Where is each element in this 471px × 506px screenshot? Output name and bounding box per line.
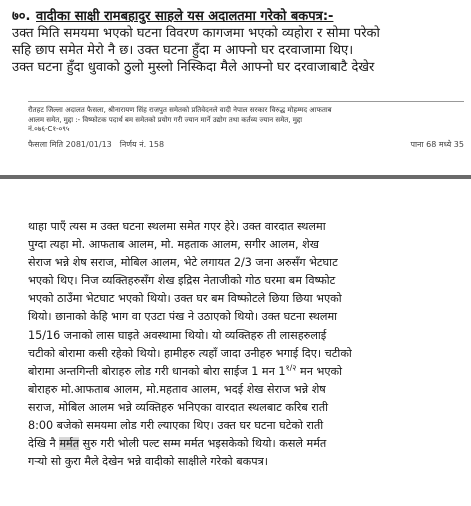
text-line: 15/16 जनाको लास घाइते अवस्थामा थियो। यो व्यक्तिहरु ती लासहरुलाई <box>28 328 327 342</box>
text-line: सराज, मोबिल आलम भन्ने व्यक्तिहरु भनिएका वारदात स्थलबाट करिब राती <box>28 400 329 414</box>
text-segment: सुरु गरी भोली पल्ट सम्म मर्मत भइसकेको थियो। कसले मर्मत <box>79 437 327 451</box>
footer-case-line: नं.०७६-C१-०९५ <box>28 125 70 133</box>
text-line: 8:00 बजेको समयमा लोड गरी ल्याएका थिए। उक्त घर घटना घटेको राती <box>28 419 324 433</box>
text-line <box>28 435 462 453</box>
statement-block-top <box>12 8 464 76</box>
text-line <box>28 363 462 381</box>
decision-date: फैसला मिति 2081/01/13 <box>28 139 112 149</box>
text-line: बोराहरु मो.आफताब आलम, मो.महताव आलम, भदई शेख सेराज भन्ने शेष <box>28 382 326 396</box>
page-footer <box>28 101 464 149</box>
text-line: सेराज भन्ने शेष सराज, मोबिल आलम, भेटे लगायत 2/3 जना अरुसँग भेटघाट <box>28 256 338 270</box>
text-line: चटीको बोरामा कसी रहेको थियो। हामीहरु त्यहाँ जादा उनीहरु भगाई दिए। चटीको <box>28 346 352 360</box>
text-line: थियो। छानाको केहि भाग वा एउटा पंख ने उठाएको थियो। उक्त घटना स्थलमा <box>28 310 338 324</box>
text-segment: मन भएको <box>296 364 343 378</box>
section-heading: वादीका साक्षी रामबहादुर साहले यस अदालतमा गरेको बकपत्र:- <box>36 9 334 24</box>
page-count: पाना 68 मध्ये 35 <box>410 139 464 149</box>
fraction-half: १/२ <box>285 363 297 373</box>
text-line: थाहा पाएँ त्यस म उक्त घटना स्थलमा समेत गएर हेरे। उक्त वारदात स्थलमा <box>28 220 326 233</box>
decision-number: निर्णय नं. 158 <box>119 139 165 149</box>
text-line: उक्त घटना हुँदा धुवाको ठुलो मुस्लो निस्किदा मैले आफ्नो घर दरवाजाबाटै देखेर <box>12 60 375 75</box>
text-segment: देखि नै <box>28 437 60 451</box>
footer-rule <box>28 101 464 102</box>
text-line: पुग्दा त्यहा मो. आफताब आलम, मो. महताक आलम, सगीर आलम, शेख <box>28 238 319 252</box>
highlighted-word: मर्मत <box>59 437 80 451</box>
page-separator <box>0 175 471 179</box>
text-line: सहि छाप समेत मेरो नै छ। उक्त घटना हुँदा म आफ्नो घर दरवाजामा थिए। <box>12 43 354 58</box>
item-number: ७०. <box>12 9 31 24</box>
statement-block-bottom <box>28 218 462 471</box>
text-line: भएको ठाउँमा भेटघाट भएको थियो। उक्त घर बम विष्फोटले छिया छिया भएको <box>28 292 342 306</box>
footer-case-line: रौतहट जिल्ला अदालत फैसला, श्रीनारायण सिंह राजपुत समेतको प्रतिवेदनले वादी नेपाल सरकार विरुद्ध मोहम्मद आफताब <box>28 106 332 114</box>
text-line: भएको थिए। निज व्यक्तिहरुसँग शेख इद्रिस नेताजीको गोठ घरमा बम विष्फोट <box>28 274 336 288</box>
text-line: उक्त मिति समयमा भएको घटना विवरण कागजमा भएको व्यहोरा र सोमा परेको <box>12 26 380 41</box>
text-segment: बोरामा अन्तगिन्ती बोराहरु लोड गरी धानको बोरा साईज 1 मन 1 <box>28 364 286 378</box>
item-heading-line <box>12 8 464 25</box>
footer-case-line: आलम समेत, मुद्दा :- विष्फोटक पदार्थ बम समेतको प्रयोग गरी ज्यान मार्ने उद्योग तथा कर्तव्य ज्यान समेत, मुद्दा <box>28 115 303 124</box>
footer-meta <box>28 140 464 150</box>
text-line: गऱ्यो सो कुरा मैले देखेन भन्ने वादीको साक्षीले गरेको बकपत्र। <box>28 455 269 469</box>
